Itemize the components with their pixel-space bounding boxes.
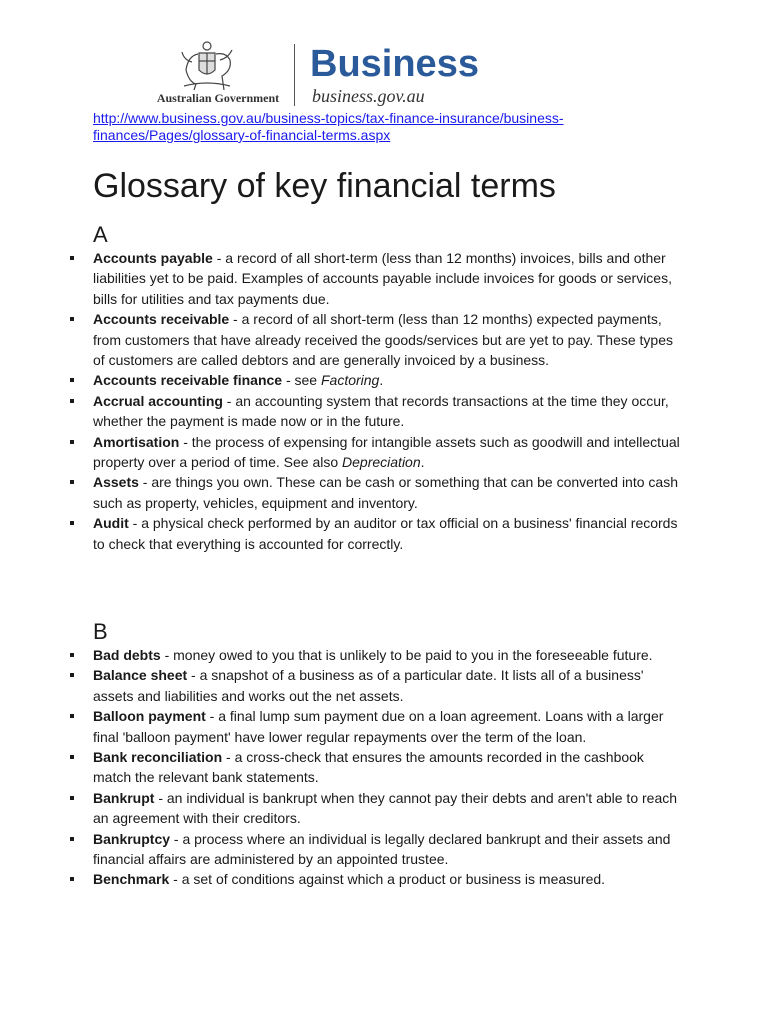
coat-of-arms-icon — [178, 40, 236, 92]
glossary-term: Accounts receivable — [93, 311, 230, 328]
section-heading-b: B — [93, 619, 108, 644]
brand-subtitle: business.gov.au — [312, 86, 425, 106]
glossary-term: Balloon payment — [93, 708, 206, 725]
glossary-definition: - are things you own. These can be cash or something that can be converted into cash such as property, vehicles, equipment and inventory. — [93, 474, 678, 511]
glossary-definition: - a final lump sum payment due on a loan agreement. Loans with a larger final 'balloon payment' have lower regular repayments over the term of the loan. — [93, 708, 664, 745]
glossary-definition: - a record of all short-term (less than 12 months) invoices, bills and other liabilities yet to be paid. Examples of accounts payable include invoices for goods or services, bills for utilities and tax payments due. — [93, 250, 672, 307]
glossary-list-b — [93, 645, 683, 890]
glossary-term: Accrual accounting — [93, 392, 223, 409]
glossary-definition: - a snapshot of a business as of a particular date. It lists all of a business' assets and liabilities and works out the net assets. — [93, 667, 644, 704]
glossary-item — [93, 432, 683, 473]
glossary-definition: - money owed to you that is unlikely to be paid to you in the foreseeable future. — [160, 647, 653, 663]
glossary-item — [93, 706, 683, 747]
glossary-term: Benchmark — [93, 871, 170, 888]
definition-tail: . — [379, 372, 384, 389]
glossary-term: Accounts receivable finance — [93, 372, 283, 389]
page-title: Glossary of key financial terms — [93, 167, 556, 205]
glossary-term: Assets — [93, 474, 139, 491]
glossary-item — [93, 309, 683, 370]
glossary-definition: - a set of conditions against which a product or business is measured. — [169, 871, 606, 888]
glossary-item — [93, 869, 683, 889]
glossary-definition: - a record of all short-term (less than 12 months) expected payments, from customers that have already received the goods/services but are yet to pay. These types of customers are called debtors and are generally invoiced by a business. — [93, 311, 674, 369]
glossary-term: Amortisation — [93, 433, 180, 450]
glossary-term: Audit — [93, 515, 129, 532]
glossary-term: Accounts payable — [93, 250, 213, 266]
glossary-item — [93, 747, 683, 788]
glossary-item — [93, 513, 683, 554]
glossary-list-a — [93, 248, 683, 554]
section-heading-a: A — [93, 222, 108, 247]
government-label: Australian Government — [156, 91, 280, 105]
header-divider — [294, 44, 295, 106]
definition-tail: . — [420, 454, 425, 471]
glossary-item — [93, 788, 683, 829]
glossary-definition: - the process of expensing for intangible assets such as goodwill and intellectual property over a period of time. See also — [93, 433, 680, 471]
glossary-item — [93, 370, 683, 390]
header — [148, 40, 508, 108]
glossary-definition: - an individual is bankrupt when they cannot pay their debts and aren't able to reach an agreement with their creditors. — [93, 789, 678, 827]
cross-reference: Factoring — [320, 372, 380, 389]
glossary-item — [93, 645, 683, 665]
glossary-item — [93, 829, 683, 870]
glossary-term: Bad debts — [93, 647, 161, 663]
glossary-item — [93, 391, 683, 432]
glossary-item — [93, 472, 683, 513]
glossary-term: Bankrupt — [93, 789, 155, 806]
glossary-term: Bankruptcy — [93, 830, 171, 847]
cross-reference: Depreciation — [342, 454, 421, 471]
glossary-item — [93, 665, 683, 706]
glossary-definition: - a cross-check that ensures the amounts recorded in the cashbook match the relevant bank statements. — [93, 749, 644, 786]
glossary-item — [93, 248, 683, 309]
glossary-definition: - a physical check performed by an auditor or tax official on a business' financial records to check that everything is accounted for correctly. — [93, 515, 678, 552]
brand-title: Business — [310, 43, 479, 85]
glossary-definition: - an accounting system that records transactions at the time they occur, whether the payment is made now or in the future. — [93, 392, 669, 430]
glossary-definition: - a process where an individual is legally declared bankrupt and their assets and financial affairs are administered by an appointed trustee. — [93, 830, 671, 868]
glossary-term: Bank reconciliation — [93, 749, 223, 766]
glossary-term: Balance sheet — [93, 667, 188, 684]
source-url-link[interactable]: http://www.business.gov.au/business-topics/tax-finance-insurance/business-finances/Pages/glossary-of-financial-terms.aspx — [93, 110, 564, 143]
glossary-definition: - see — [282, 372, 321, 389]
